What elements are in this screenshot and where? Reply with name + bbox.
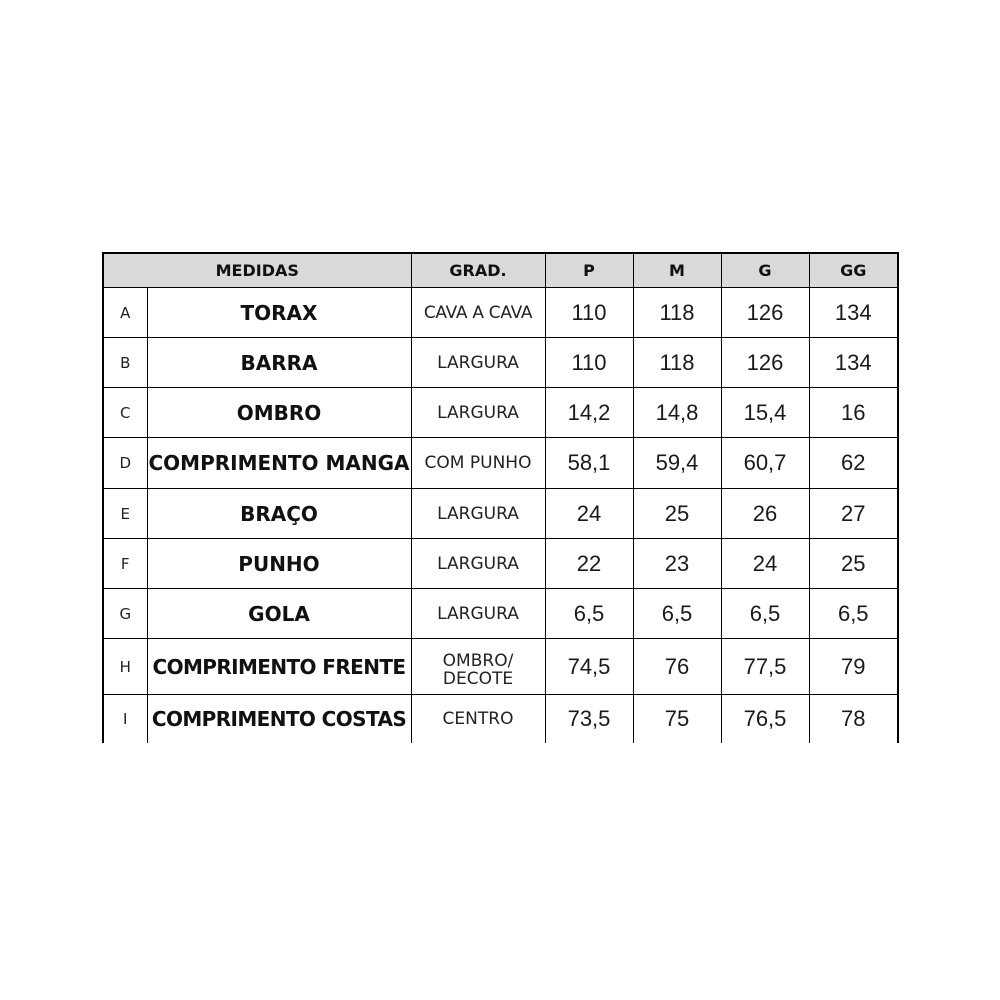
table-row <box>103 338 898 388</box>
grad-note: COM PUNHO <box>411 438 545 489</box>
row-letter: I <box>103 695 147 744</box>
value-p: 6,5 <box>545 589 633 639</box>
measure-name: BRAÇO <box>147 489 411 539</box>
grad-note: LARGURA <box>411 388 545 438</box>
size-chart <box>102 252 897 743</box>
value-p: 24 <box>545 489 633 539</box>
measure-name: GOLA <box>147 589 411 639</box>
grad-note: CENTRO <box>411 695 545 744</box>
measure-name: COMPRIMENTO FRENTE <box>147 639 411 695</box>
row-letter: E <box>103 489 147 539</box>
grad-note: LARGURA <box>411 489 545 539</box>
value-g: 76,5 <box>721 695 809 744</box>
row-letter: H <box>103 639 147 695</box>
grad-note: LARGURA <box>411 589 545 639</box>
header-size-gg: GG <box>809 253 898 288</box>
table-row <box>103 539 898 589</box>
value-m: 14,8 <box>633 388 721 438</box>
row-letter: G <box>103 589 147 639</box>
value-g: 6,5 <box>721 589 809 639</box>
value-gg: 25 <box>809 539 898 589</box>
value-g: 15,4 <box>721 388 809 438</box>
value-gg: 27 <box>809 489 898 539</box>
table-row <box>103 388 898 438</box>
value-m: 25 <box>633 489 721 539</box>
value-gg: 62 <box>809 438 898 489</box>
value-gg: 79 <box>809 639 898 695</box>
value-p: 22 <box>545 539 633 589</box>
value-p: 110 <box>545 338 633 388</box>
value-gg: 134 <box>809 288 898 338</box>
table-row <box>103 589 898 639</box>
table-row <box>103 438 898 489</box>
grad-note: LARGURA <box>411 338 545 388</box>
value-m: 118 <box>633 338 721 388</box>
value-m: 118 <box>633 288 721 338</box>
value-g: 77,5 <box>721 639 809 695</box>
row-letter: F <box>103 539 147 589</box>
header-row <box>103 253 898 288</box>
value-m: 75 <box>633 695 721 744</box>
value-m: 6,5 <box>633 589 721 639</box>
measure-name: COMPRIMENTO MANGA <box>147 438 411 489</box>
table-row <box>103 695 898 744</box>
value-m: 59,4 <box>633 438 721 489</box>
row-letter: D <box>103 438 147 489</box>
value-g: 26 <box>721 489 809 539</box>
row-letter: C <box>103 388 147 438</box>
value-g: 126 <box>721 288 809 338</box>
grad-note: LARGURA <box>411 539 545 589</box>
grad-note: CAVA A CAVA <box>411 288 545 338</box>
table-row <box>103 639 898 695</box>
value-g: 126 <box>721 338 809 388</box>
value-p: 110 <box>545 288 633 338</box>
measurements-table <box>102 252 899 743</box>
table-row <box>103 489 898 539</box>
row-letter: A <box>103 288 147 338</box>
row-letter: B <box>103 338 147 388</box>
value-gg: 134 <box>809 338 898 388</box>
header-size-p: P <box>545 253 633 288</box>
value-g: 24 <box>721 539 809 589</box>
header-size-m: M <box>633 253 721 288</box>
value-p: 73,5 <box>545 695 633 744</box>
header-medidas: MEDIDAS <box>103 253 411 288</box>
value-p: 74,5 <box>545 639 633 695</box>
value-gg: 6,5 <box>809 589 898 639</box>
value-g: 60,7 <box>721 438 809 489</box>
measure-name: COMPRIMENTO COSTAS <box>147 695 411 744</box>
header-size-g: G <box>721 253 809 288</box>
measure-name: BARRA <box>147 338 411 388</box>
grad-note: OMBRO/ DECOTE <box>411 639 545 695</box>
measure-name: OMBRO <box>147 388 411 438</box>
measure-name: PUNHO <box>147 539 411 589</box>
value-m: 76 <box>633 639 721 695</box>
value-p: 14,2 <box>545 388 633 438</box>
value-p: 58,1 <box>545 438 633 489</box>
value-gg: 16 <box>809 388 898 438</box>
header-grad: GRAD. <box>411 253 545 288</box>
value-m: 23 <box>633 539 721 589</box>
value-gg: 78 <box>809 695 898 744</box>
table-row <box>103 288 898 338</box>
measure-name: TORAX <box>147 288 411 338</box>
